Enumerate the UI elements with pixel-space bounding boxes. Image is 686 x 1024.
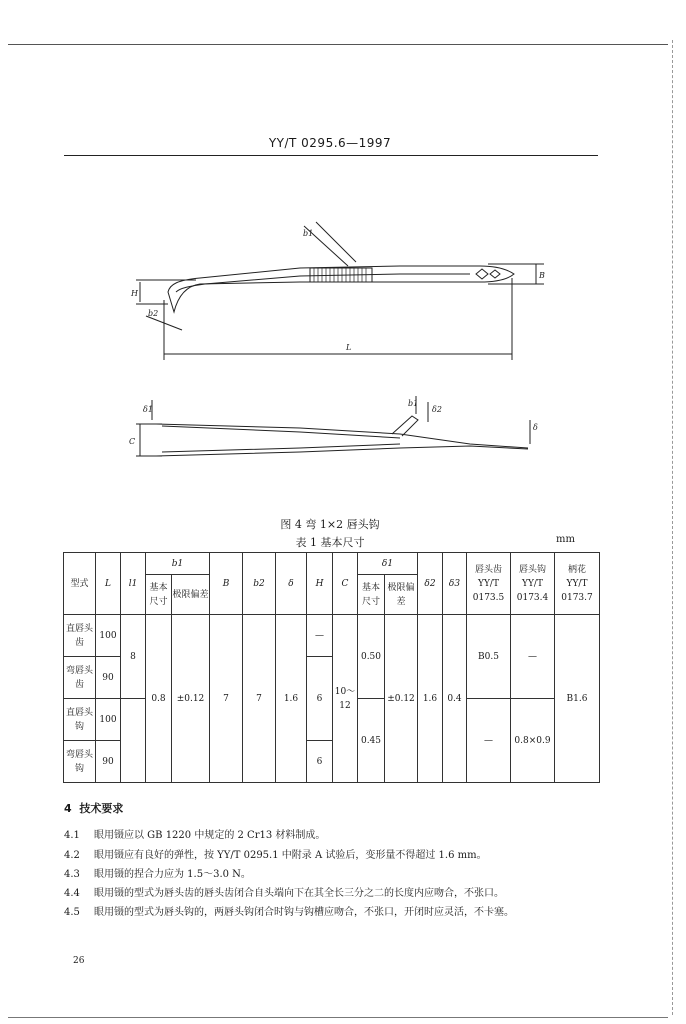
requirement-text: 眼用镊的捏合力应为 1.5～3.0 N。	[94, 869, 251, 880]
th-delta3: δ3	[443, 553, 467, 615]
requirement-number: 4.3	[64, 869, 80, 880]
th-lip-hook-std: YY/T 0173.4	[516, 578, 549, 603]
forceps-top-inner	[176, 274, 470, 292]
cell-delta1-tol: ±0.12	[385, 615, 418, 783]
bottom-edge-line	[8, 1017, 668, 1018]
cell-type: 直唇头钩	[64, 699, 96, 741]
label-delta: δ	[533, 423, 538, 432]
pin-diamond	[476, 269, 488, 279]
requirement-text: 眼用镊的型式为唇头齿的唇头齿闭合自头端向下在其全长三分之二的长度内应吻合，不张口。	[94, 888, 504, 899]
pin-diamond-2	[490, 270, 500, 278]
cell-delta2: 1.6	[418, 615, 443, 783]
th-lip-teeth-std: YY/T 0173.5	[472, 578, 505, 603]
th-handle-std: YY/T 0173.7	[561, 578, 593, 603]
th-delta2: δ2	[418, 553, 443, 615]
th-delta1-tolerance: 极限偏差	[385, 575, 418, 615]
section-title	[64, 800, 123, 816]
cell-lip-hook-b: 0.8×0.9	[511, 699, 555, 783]
cell-l1-empty	[121, 699, 146, 783]
requirement-item	[64, 826, 325, 841]
dimensions-table	[63, 552, 600, 783]
requirement-number: 4.1	[64, 830, 80, 841]
requirement-item	[64, 903, 514, 918]
cell-l1: 8	[121, 615, 146, 699]
cell-delta1-a: 0.50	[358, 615, 385, 699]
label-c: C	[129, 437, 136, 446]
cell-lip-hook-a: —	[511, 615, 555, 699]
label-l: L	[346, 343, 352, 352]
th-delta: δ	[276, 553, 307, 615]
th-type: 型式	[64, 553, 96, 615]
requirement-item	[64, 846, 487, 861]
section-heading: 技术要求	[79, 802, 124, 815]
cell-l: 90	[96, 741, 121, 783]
page-number: 26	[73, 956, 85, 966]
cell-lip-teeth-b: —	[467, 699, 511, 783]
table-title: 表 1 基本尺寸	[295, 536, 365, 549]
label-h: H	[131, 289, 138, 298]
th-l: L	[96, 553, 121, 615]
cell-l: 100	[96, 615, 121, 657]
th-b2: b2	[243, 553, 276, 615]
cell-b1-tol: ±0.12	[172, 615, 210, 783]
th-delta1-basic: 基本尺寸	[358, 575, 385, 615]
th-b1-tolerance: 极限偏差	[172, 575, 210, 615]
cell-l: 90	[96, 657, 121, 699]
cell-b2: 7	[243, 615, 276, 783]
th-lip-teeth-label: 唇头齿	[474, 564, 502, 575]
cell-type: 弯唇头齿	[64, 657, 96, 699]
th-handle	[555, 553, 600, 615]
cell-delta: 1.6	[276, 615, 307, 783]
requirement-item	[64, 865, 251, 880]
cell-h: 6	[307, 741, 333, 783]
th-h: H	[307, 553, 333, 615]
th-b1: b1	[146, 553, 210, 575]
cell-type: 弯唇头钩	[64, 741, 96, 783]
side-hook	[392, 416, 418, 436]
forceps-side-upper	[156, 424, 528, 448]
th-handle-label: 柄花	[567, 564, 586, 575]
th-lip-hook	[511, 553, 555, 615]
th-lip-hook-label: 唇头钩	[518, 564, 546, 575]
cell-c: 10～12	[333, 615, 358, 783]
th-l1: l1	[121, 553, 146, 615]
forceps-top-outline	[168, 266, 514, 312]
th-b: B	[210, 553, 243, 615]
cell-lip-teeth: B0.5	[467, 615, 511, 699]
label-b: B	[539, 271, 545, 280]
cell-h-mid: 6	[307, 657, 333, 741]
requirement-number: 4.4	[64, 888, 80, 899]
label-delta2: δ2	[432, 405, 442, 414]
th-c: C	[333, 553, 358, 615]
label-b1-top: b1	[303, 229, 314, 238]
cell-l: 100	[96, 699, 121, 741]
cell-delta1-b: 0.45	[358, 699, 385, 783]
requirement-number: 4.2	[64, 850, 80, 861]
cell-type: 直唇头齿	[64, 615, 96, 657]
requirement-text: 眼用镊应有良好的弹性，按 YY/T 0295.1 中附录 A 试验后，变形量不得超过 1.6 mm。	[94, 850, 487, 861]
section-number: 4	[64, 802, 72, 815]
forceps-side-inner	[162, 426, 400, 452]
figure-caption: 图 4 弯 1×2 唇头钩	[280, 518, 380, 531]
cell-delta3: 0.4	[443, 615, 467, 783]
table-unit: mm	[556, 534, 575, 545]
label-b2: b2	[148, 309, 159, 318]
cell-h: —	[307, 615, 333, 657]
cell-handle: B1.6	[555, 615, 600, 783]
th-b1-basic: 基本尺寸	[146, 575, 172, 615]
standard-code-header: YY/T 0295.6—1997	[268, 136, 392, 150]
label-b1-side: b1	[408, 399, 419, 408]
cell-b1-basic: 0.8	[146, 615, 172, 783]
requirement-number: 4.5	[64, 907, 80, 918]
table-row	[64, 615, 600, 657]
th-lip-teeth	[467, 553, 511, 615]
requirement-text: 眼用镊的型式为唇头钩的，两唇头钩闭合时钩与钩槽应吻合，不张口，开闭时应灵活，不卡塞。	[94, 907, 514, 918]
th-delta1: δ1	[358, 553, 418, 575]
requirement-text: 眼用镊应以 GB 1220 中规定的 2 Cr13 材料制成。	[94, 830, 326, 841]
cell-b: 7	[210, 615, 243, 783]
requirement-item	[64, 884, 504, 899]
label-delta1: δ1	[143, 405, 153, 414]
